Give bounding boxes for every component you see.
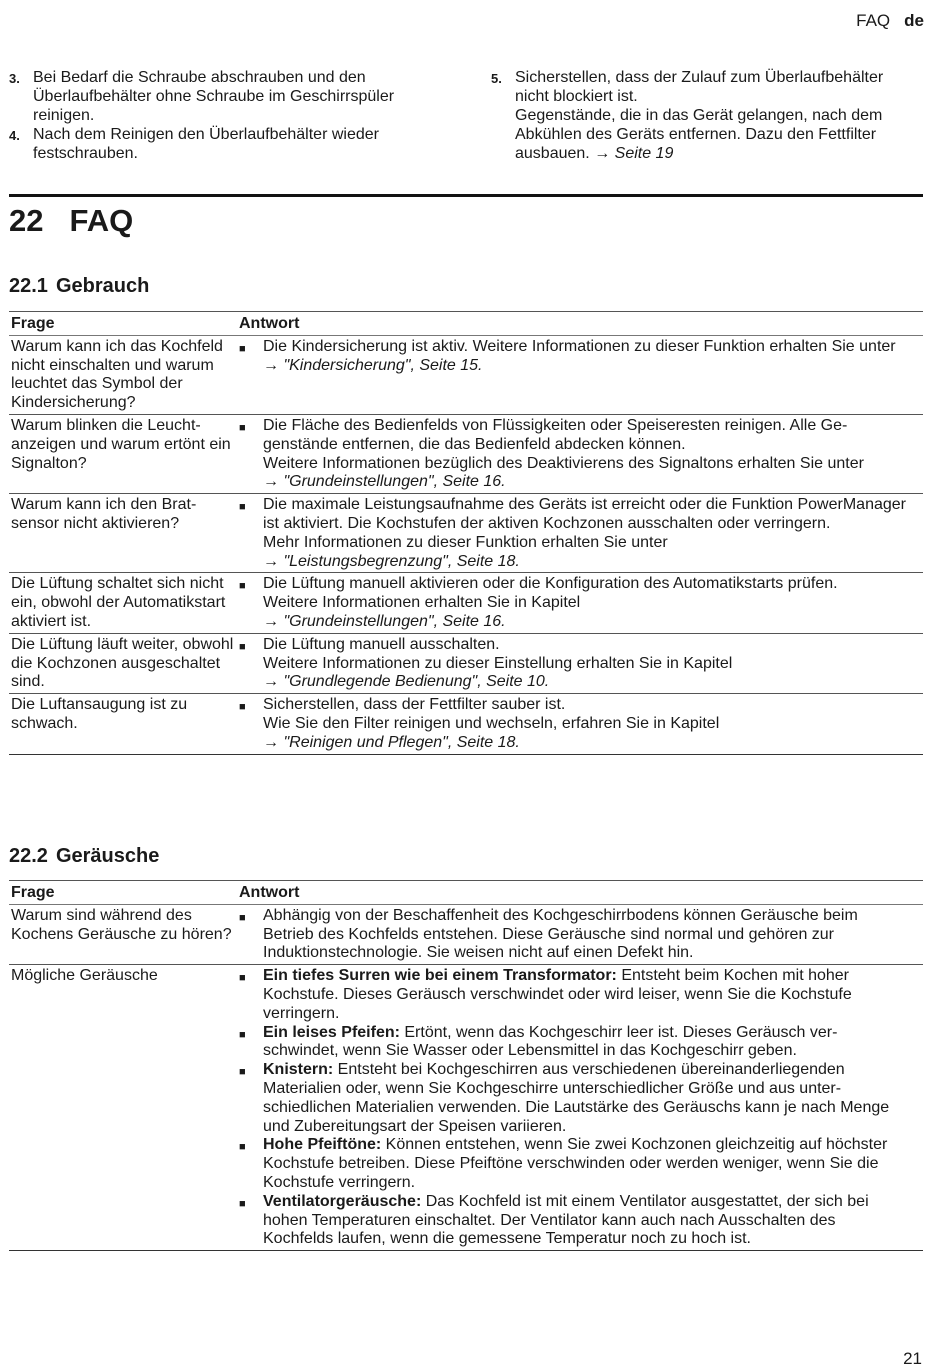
answer-text: Die Lüftung manuell aktivieren oder die Konfiguration des Automatikstarts prüfen.	[263, 575, 838, 593]
section-number: 22.2	[9, 845, 48, 867]
noise-description: Entsteht beim Kochen mit hoher Kochstufe. Dieses Geräusch verschwindet oder wird leiser, wenn Sie die Kochstufe verringern.	[263, 967, 852, 1022]
answer-text: Die Fläche des Bedienfelds von Flüssigkeiten oder Speiseresten reinigen. Alle Gegenstände entfernen, die das Bedienfeld abdecken können.	[263, 416, 848, 453]
arrow-icon: →	[263, 733, 279, 751]
page-number: 21	[903, 1349, 922, 1368]
list-item	[239, 967, 923, 1023]
answer-text: Die Lüftung manuell ausschalten.	[263, 635, 500, 653]
square-bullet-icon: ■	[239, 1197, 246, 1210]
table-row	[9, 336, 923, 415]
square-bullet-icon: ■	[239, 421, 246, 434]
answer-cell	[237, 905, 923, 964]
faq-table-geraeusche	[9, 880, 923, 1251]
steps-right-column	[491, 68, 905, 163]
noise-term: Ventilatorgeräusche:	[263, 1192, 422, 1210]
chapter-title: FAQ	[69, 203, 134, 238]
chapter-number: 22	[9, 203, 44, 238]
header-section: FAQ	[856, 11, 891, 30]
step-number: 3.	[9, 71, 20, 86]
arrow-icon: →	[263, 552, 279, 570]
noise-description: Entsteht bei Kochgeschirren aus verschiedenen übereinanderliegenden Materialien oder, wenn Sie Kochgeschirre unterschiedlicher Größe und aus unterschiedlichen Materialien verwenden. Die Lautstärke des Geräuschs kann je nach Menge und Zubereitungsart der Speisen variieren.	[263, 1061, 890, 1135]
section-number: 22.1	[9, 275, 48, 297]
step-extra-text: Gegenstände, die in das Gerät gelangen, nach dem Abkühlen des Geräts entfernen. Dazu den Fettfilter ausbauen.	[515, 107, 883, 162]
table-row	[9, 965, 923, 1251]
answer-text: Die maximale Leistungsaufnahme des Geräts ist erreicht oder die Funktion PowerManager ist aktiviert. Die Kochstufen der aktiven Kochzonen ausschalten oder verringern.	[263, 496, 906, 532]
step-item	[491, 68, 905, 163]
chapter-heading	[9, 194, 923, 239]
step-text: Sicherstellen, dass der Zulauf zum Überlaufbehälter nicht blockiert ist.	[515, 69, 884, 105]
arrow-icon: →	[594, 145, 611, 162]
section-heading-geraeusche	[9, 844, 159, 868]
table-row	[9, 573, 923, 633]
steps-left-column	[9, 68, 429, 163]
answer-more-text: Weitere Informationen zu dieser Einstellung erhalten Sie in Kapitel	[263, 654, 733, 672]
answer-more-text: Wie Sie den Filter reinigen und wechseln, erfahren Sie in Kapitel	[263, 714, 720, 732]
answer-cell	[237, 415, 923, 493]
square-bullet-icon: ■	[239, 972, 246, 985]
list-item	[239, 1061, 923, 1136]
step-item	[9, 68, 429, 125]
arrow-icon: →	[263, 612, 279, 630]
question-cell: Warum blinken die Leuchtanzeigen und warum ertönt ein Signalton?	[11, 416, 231, 472]
step-text: Bei Bedarf die Schraube abschrauben und den Überlaufbehälter ohne Schraube im Geschirrspüler reinigen.	[33, 69, 395, 124]
answer-more-text: Mehr Informationen zu dieser Funktion erhalten Sie unter	[263, 533, 668, 551]
page-reference-link[interactable]: Seite 19	[614, 145, 674, 162]
square-bullet-icon: ■	[239, 1066, 246, 1079]
column-header-antwort: Antwort	[239, 884, 300, 901]
table-row	[9, 905, 923, 965]
table-header-row	[9, 312, 923, 336]
list-item	[239, 1193, 923, 1249]
square-bullet-icon: ■	[239, 580, 246, 593]
arrow-icon: →	[263, 673, 279, 691]
square-bullet-icon: ■	[239, 701, 246, 714]
answer-cell	[237, 336, 923, 414]
faq-table-gebrauch	[9, 311, 923, 755]
section-title: Gebrauch	[55, 275, 150, 297]
noise-term: Ein leises Pfeifen:	[263, 1023, 400, 1041]
noise-description: Das Kochfeld ist mit einem Ventilator ausgestattet, der sich bei hohen Temperaturen einschaltet. Der Ventilator kann auch nach Ausschalten des Kochfelds laufen, wenn die gemessene Temperatur noch zu hoch ist.	[263, 1192, 869, 1248]
square-bullet-icon: ■	[239, 1141, 246, 1154]
question-cell: Die Lüftung läuft weiter, obwohl die Kochzonen ausgeschaltet sind.	[11, 635, 234, 691]
answer-cell	[237, 573, 923, 632]
answer-text: Abhängig von der Beschaffenheit des Kochgeschirrbodens können Geräusche beim Betrieb des Kochfelds entstehen. Diese Geräusche sind normal und gehören zur Induktionstechnologie. Sie weisen nicht auf einen Defekt hin.	[263, 906, 858, 962]
answer-cell	[237, 634, 923, 693]
square-bullet-icon: ■	[239, 342, 246, 355]
question-cell: Die Luftansaugung ist zu schwach.	[11, 696, 188, 732]
noise-description: Ertönt, wenn das Kochgeschirr leer ist. Dieses Geräusch verschwindet, wenn Sie Wasser oder Lebensmittel in das Kochgeschirr geben.	[263, 1023, 838, 1060]
square-bullet-icon: ■	[239, 1028, 246, 1041]
cross-reference-link[interactable]: "Reinigen und Pflegen", Seite 18.	[283, 733, 520, 751]
answer-cell	[237, 694, 923, 753]
step-item	[9, 125, 429, 163]
list-item	[239, 1024, 923, 1062]
question-cell: Warum sind während des Kochens Geräusche zu hören?	[11, 906, 232, 943]
list-item	[239, 1136, 923, 1192]
cross-reference-link[interactable]: "Grundlegende Bedienung", Seite 10.	[283, 673, 550, 691]
column-header-frage: Frage	[11, 315, 55, 332]
column-header-antwort: Antwort	[239, 315, 300, 332]
table-header-row	[9, 881, 923, 905]
square-bullet-icon: ■	[239, 501, 246, 514]
table-row	[9, 415, 923, 494]
question-cell: Warum kann ich das Kochfeld nicht einschalten und warum leuchtet das Symbol der Kindersicherung?	[11, 337, 223, 412]
answer-cell	[237, 494, 923, 572]
question-cell: Mögliche Geräusche	[11, 967, 158, 985]
cross-reference-link[interactable]: "Grundeinstellungen", Seite 16.	[283, 473, 506, 491]
step-text: Nach dem Reinigen den Überlaufbehälter wieder festschrauben.	[33, 126, 379, 162]
step-number: 5.	[491, 71, 502, 86]
running-header	[856, 11, 924, 31]
cross-reference-link[interactable]: "Leistungsbegrenzung", Seite 18.	[283, 552, 520, 570]
answer-cell	[237, 965, 923, 1250]
table-row	[9, 634, 923, 694]
answer-more-text: Weitere Informationen bezüglich des Deaktivierens des Signaltons erhalten Sie unter	[263, 454, 864, 472]
noise-term: Hohe Pfeiftöne:	[263, 1136, 382, 1154]
noise-term: Ein tiefes Surren wie bei einem Transformator:	[263, 967, 617, 985]
section-title: Geräusche	[55, 845, 160, 867]
table-row	[9, 494, 923, 573]
noise-description: Können entstehen, wenn Sie zwei Kochzonen gleichzeitig auf höchster Kochstufe betreiben. Diese Pfeiftöne verschwinden oder werden weniger, wenn Sie die Kochstufe verringern.	[263, 1136, 888, 1191]
continued-steps	[9, 68, 923, 163]
answer-more-text: Weitere Informationen erhalten Sie in Kapitel	[263, 594, 581, 612]
header-language: de	[904, 11, 924, 30]
section-heading-gebrauch	[9, 274, 149, 298]
arrow-icon: →	[263, 356, 279, 374]
answer-text: Sicherstellen, dass der Fettfilter sauber ist.	[263, 696, 566, 714]
noise-term: Knistern:	[263, 1061, 334, 1079]
cross-reference-link[interactable]: "Grundeinstellungen", Seite 16.	[283, 612, 506, 630]
step-number: 4.	[9, 128, 20, 143]
square-bullet-icon: ■	[239, 640, 246, 653]
question-cell: Warum kann ich den Bratsensor nicht aktivieren?	[11, 496, 197, 532]
square-bullet-icon: ■	[239, 911, 246, 924]
answer-text: Die Kindersicherung ist aktiv. Weitere Informationen zu dieser Funktion erhalten Sie unter	[263, 337, 896, 355]
question-cell: Die Lüftung schaltet sich nicht ein, obwohl der Automatikstart aktiviert ist.	[11, 575, 226, 630]
cross-reference-link[interactable]: "Kindersicherung", Seite 15.	[283, 356, 483, 374]
table-row	[9, 694, 923, 754]
arrow-icon: →	[263, 473, 279, 491]
column-header-frage: Frage	[11, 884, 55, 901]
